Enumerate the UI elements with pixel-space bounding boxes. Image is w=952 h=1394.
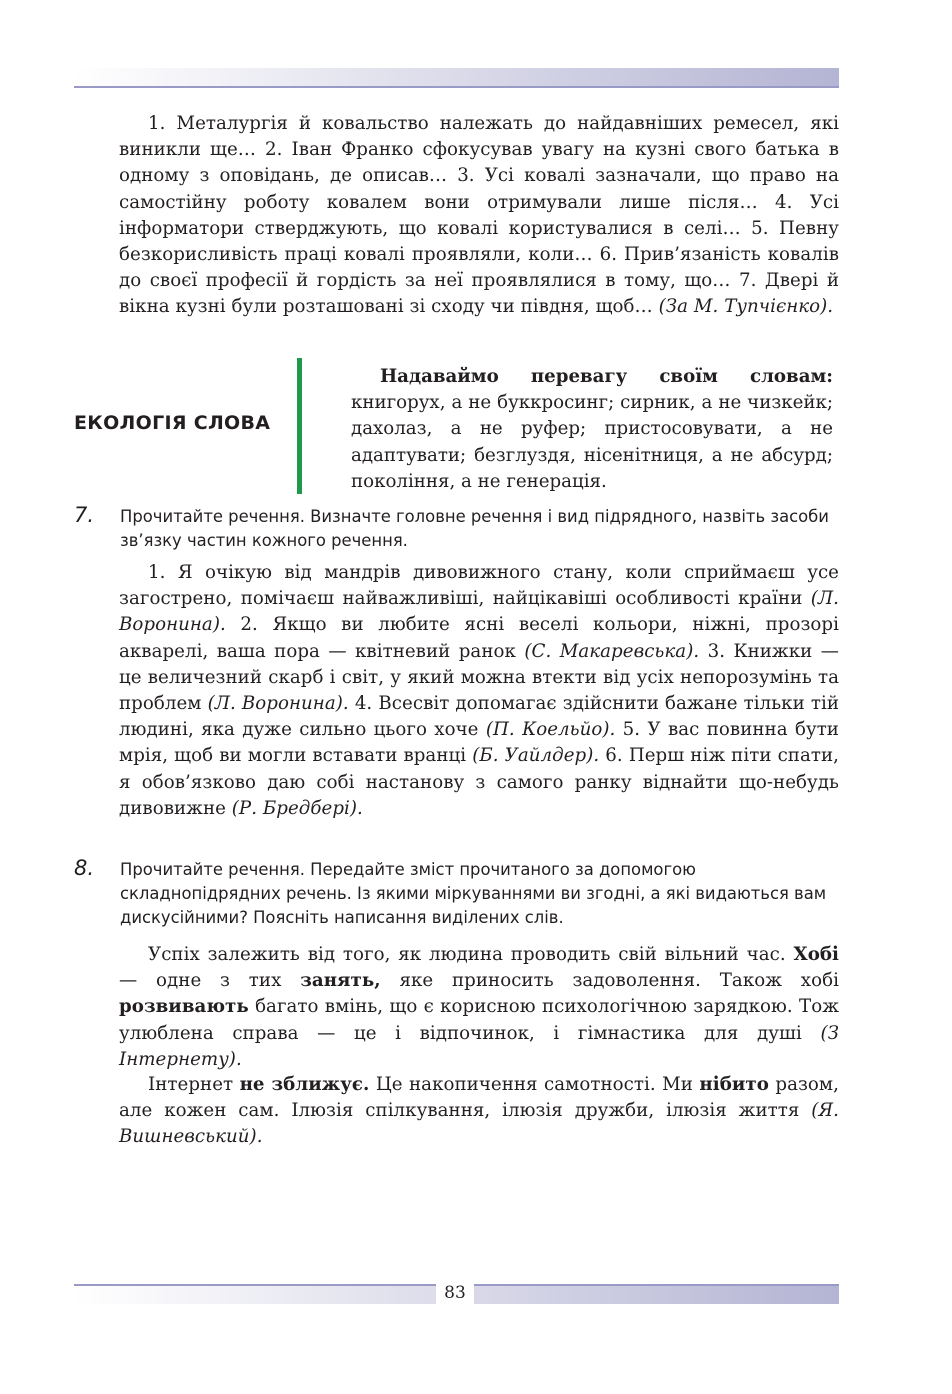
highlighted-word: занять,	[300, 970, 381, 992]
author: (С. Макаревська).	[524, 640, 700, 662]
task-8-paragraph-1	[119, 942, 839, 1073]
exercise-text-continuation	[119, 111, 839, 321]
text-run: Інтернет	[148, 1074, 234, 1095]
source-attribution: (Я. Вишневський).	[119, 1100, 839, 1148]
author: (Б. Уайлдер).	[472, 745, 600, 767]
author: (Р. Бредбері).	[231, 797, 363, 819]
highlighted-word: нібито	[699, 1074, 769, 1095]
sentence: 2. Якщо ви любите ясні веселі кольори, ніжні, прозорі акварелі, ваша пора — квітневий ранок	[119, 614, 839, 662]
text-run: Це накопичення самотності. Ми	[375, 1074, 693, 1095]
author: (Л. Воронина).	[119, 588, 839, 636]
sentence: 3. Книжки — це величезний скарб і світ, у який можна втекти від усіх непорозумінь та проблем	[119, 640, 839, 715]
green-divider	[297, 358, 302, 494]
text-run: яке приносить задоволення. Також хобі	[399, 970, 839, 992]
text-run: — одне з тих	[119, 970, 282, 992]
author: (П. Коельйо).	[485, 719, 616, 741]
author: (Л. Воронина).	[207, 693, 349, 715]
sentence: 1. Я очікую від мандрів дивовижного стану, коли сприймаєш усе загострено, помічаєш найважливіші, найцікавіші особливості країни	[119, 562, 839, 610]
text-run: багато вмінь, що є корисною психологічною зарядкою. Тож улюблена справа — це і відпочинок, і гімнастика для душі	[119, 996, 839, 1044]
highlighted-word: не зближує.	[239, 1074, 370, 1095]
ecology-text	[351, 364, 833, 495]
page-number: 83	[436, 1280, 474, 1306]
ecology-lead: Надаваймо перевагу своїм словам:	[380, 366, 833, 387]
sentence: 4. Всесвіт допомагає здійснити бажане тільки тій людині, яка дуже сильно цього хоче	[119, 693, 839, 741]
highlighted-word: розвивають	[119, 996, 249, 1018]
sentence: 6. Перш ніж піти спати, я обов’язково даю собі настанову з самого ранку віднайти що-небудь дивовижне	[119, 745, 839, 819]
task-7-sentences	[119, 560, 839, 822]
task-instruction: Прочитайте речення. Передайте зміст прочитаного за допомогою складнопідрядних речень. Із якими міркуваннями ви згодні, а які видаються вам дискусійними? Поясніть написання виділених слів.	[120, 860, 827, 927]
sentences-block: 1. Металургія й ковальство належать до найдавніших ремесел, які виникли ще… 2. Іван Франко сфокусував увагу на кузні свого батька в одному з оповідань, де описав… 3. Усі ковалі зазначали, що право на самостійну роботу ковалем вони отримували лише після… 4. Усі інформатори стверджують, що ковалі користувалися в селі… 5. Певну безкорисливість праці ковалі проявляли, коли… 6. Прив’язаність ковалів до своєї професії й гордість за неї проявлялися в тому, що… 7. Двері й вікна кузні були розташовані зі сходу чи півдня, щоб…	[119, 113, 839, 318]
top-decorative-bar	[74, 68, 839, 88]
sentence: 5. У вас повинна бути мрія, щоб ви могли вставати вранці	[119, 719, 839, 767]
task-instruction: Прочитайте речення. Визначте головне речення і вид підрядного, назвіть засоби зв’язку частин кожного речення.	[120, 507, 829, 550]
task-8-paragraph-2	[119, 1072, 839, 1151]
ecology-heading: ЕКОЛОГІЯ СЛОВА	[74, 412, 271, 434]
highlighted-word: Хобі	[793, 944, 840, 965]
task-number: 7.	[74, 503, 95, 527]
source-attribution: (За М. Тупчієнко).	[658, 296, 834, 318]
ecology-body: книгорух, а не буккросинг; сирник, а не чизкейк; дахолаз, а не руфер; пристосовувати, а не адаптувати; безглуздя, нісенітниця, а не абсурд; покоління, а не генерація.	[351, 392, 833, 492]
text-run: разом, але кожен сам. Ілюзія спілкування, ілюзія дружби, ілюзія життя	[119, 1074, 839, 1122]
task-number: 8.	[74, 856, 95, 880]
text-run: Успіх залежить від того, як людина проводить свій вільний час.	[148, 944, 786, 965]
source-attribution: (З Інтернету).	[119, 1022, 839, 1070]
